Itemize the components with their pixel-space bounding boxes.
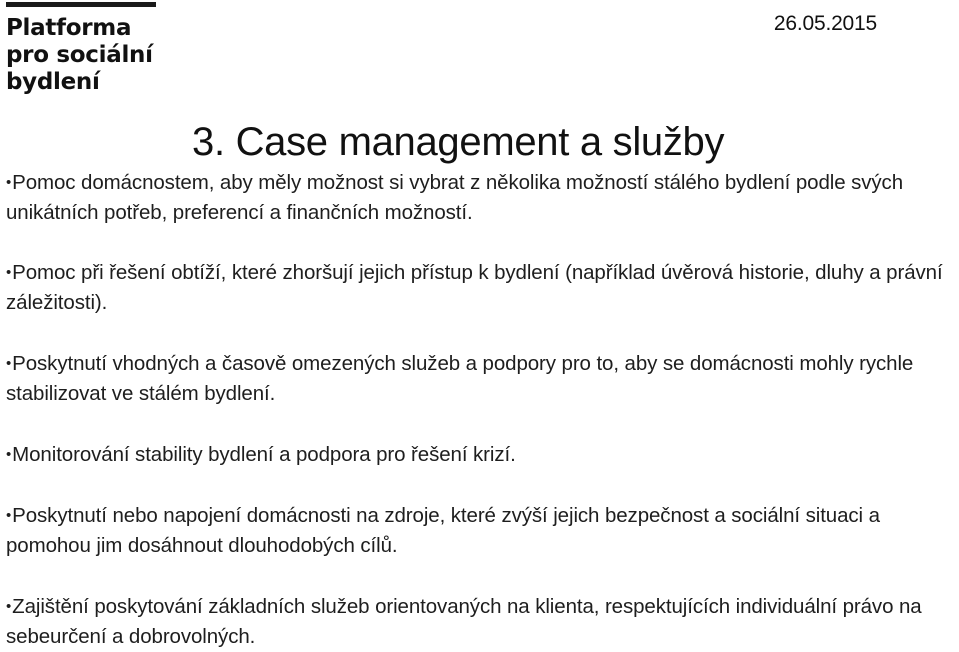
bullet-item: • Zajištění poskytování základních služeb orientovaných na klienta, respektujících individuální právo na sebeurčení a dobrovolných.	[6, 592, 956, 652]
slide-date: 26.05.2015	[773, 12, 877, 35]
bullet-item: • Poskytnutí nebo napojení domácnosti na zdroje, které zvýší jejich bezpečnost a sociální situaci a pomohou jim dosáhnout dlouhodobých cílů.	[6, 501, 956, 561]
bullet-item: • Poskytnutí vhodných a časově omezených služeb a podpory pro to, aby se domácnosti mohly rychle stabilizovat ve stálém bydlení.	[6, 349, 956, 409]
bullet-list	[6, 168, 956, 652]
platforma-logo	[6, 2, 206, 96]
logo-bar	[6, 2, 156, 7]
slide-title: 3. Case management a služby	[192, 120, 725, 164]
logo-line-1: Platforma	[6, 15, 132, 41]
bullet-item: • Monitorování stability bydlení a podpora pro řešení krizí.	[6, 440, 956, 470]
bullet-item: • Pomoc domácnostem, aby měly možnost si vybrat z několika možností stálého bydlení podle svých unikátních potřeb, preferencí a finančních možností.	[6, 168, 956, 228]
logo-line-2: pro sociální	[6, 42, 153, 68]
logo-line-3: bydlení	[6, 69, 100, 95]
bullet-item: • Pomoc při řešení obtíží, které zhoršují jejich přístup k bydlení (například úvěrová historie, dluhy a právní záležitosti).	[6, 258, 956, 318]
